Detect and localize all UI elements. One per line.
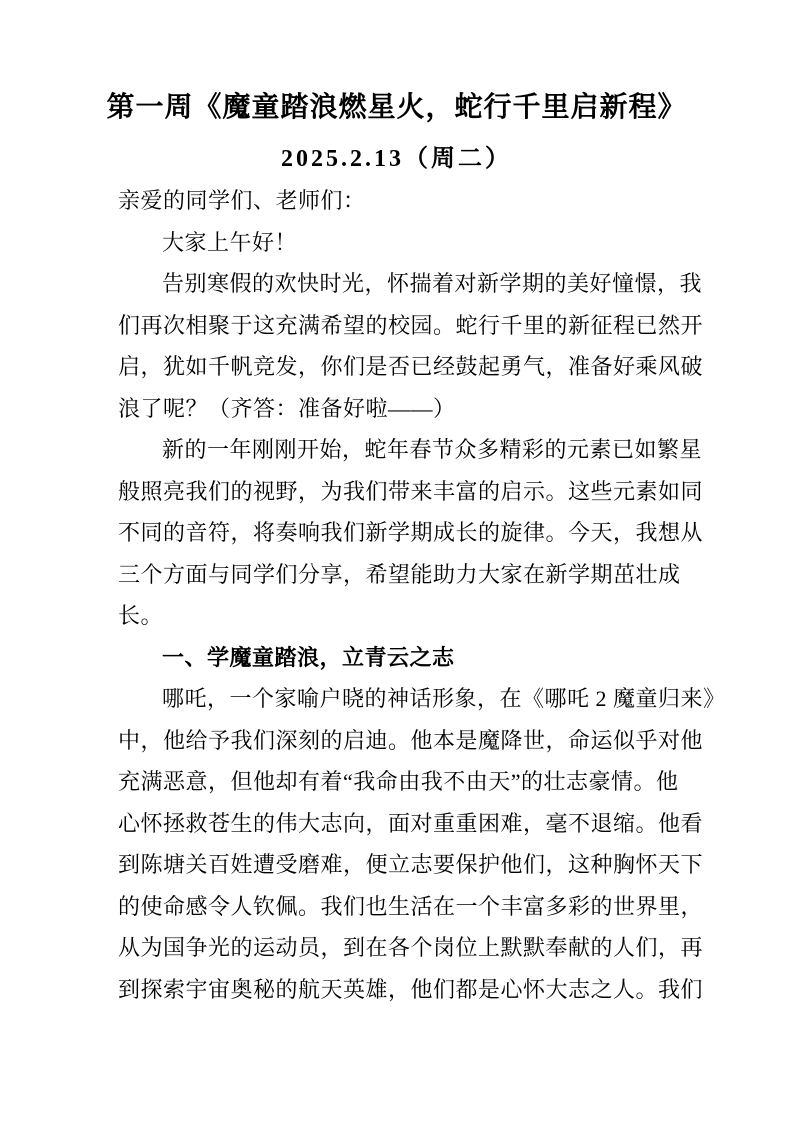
body-line: 三个方面与同学们分享，希望能助力大家在新学期茁壮成	[118, 561, 681, 587]
body-line: 们再次相聚于这充满希望的校园。蛇行千里的新征程已然开	[118, 312, 704, 338]
body-line-greeting: 大家上午好！	[162, 229, 298, 255]
body-line: 中，他给予我们深刻的启迪。他本是魔降世，命运似乎对他	[118, 727, 704, 753]
body-line: 浪了呢？（齐答：准备好啦——）	[118, 395, 456, 421]
body-line: 不同的音符，将奏响我们新学期成长的旋律。今天，我想从	[118, 520, 704, 545]
section-heading: 一、学魔童踏浪，立青云之志	[162, 644, 455, 670]
body-line: 哪吒，一个家喻户晓的神话形象，在《哪吒 2 魔童归来》	[162, 686, 726, 711]
body-line: 的使命感令人钦佩。我们也生活在一个丰富多彩的世界里，	[118, 893, 704, 919]
body-line: 般照亮我们的视野，为我们带来丰富的启示。这些元素如同	[118, 478, 704, 504]
document-body	[118, 180, 726, 1010]
body-line: 心怀拯救苍生的伟大志向，面对重重困难，毫不退缩。他看	[118, 810, 704, 836]
body-line: 从为国争光的运动员，到在各个岗位上默默奉献的人们，再	[118, 935, 704, 960]
document-title: 第一周《魔童踏浪燃星火，蛇行千里启新程》	[106, 92, 687, 123]
body-line: 到探索宇宙奥秘的航天英雄，他们都是心怀大志之人。我们	[118, 976, 704, 1002]
document-header	[0, 90, 793, 175]
document-date: 2025.2.13（周二）	[281, 146, 512, 172]
body-line: 充满恶意，但他却有着“我命由我不由天”的壮志豪情。他	[118, 769, 679, 794]
body-line: 到陈塘关百姓遭受磨难，便立志要保护他们，这种胸怀天下	[118, 852, 704, 877]
body-line: 启，犹如千帆竞发，你们是否已经鼓起勇气，准备好乘风破	[118, 354, 704, 379]
body-line: 长。	[118, 603, 164, 628]
body-line-salutation: 亲爱的同学们、老师们：	[118, 188, 366, 213]
title-underline-accent	[104, 127, 690, 136]
body-line: 告别寒假的欢快时光，怀揣着对新学期的美好憧憬，我	[162, 271, 703, 296]
body-line: 新的一年刚刚开始，蛇年春节众多精彩的元素已如繁星	[162, 437, 703, 462]
